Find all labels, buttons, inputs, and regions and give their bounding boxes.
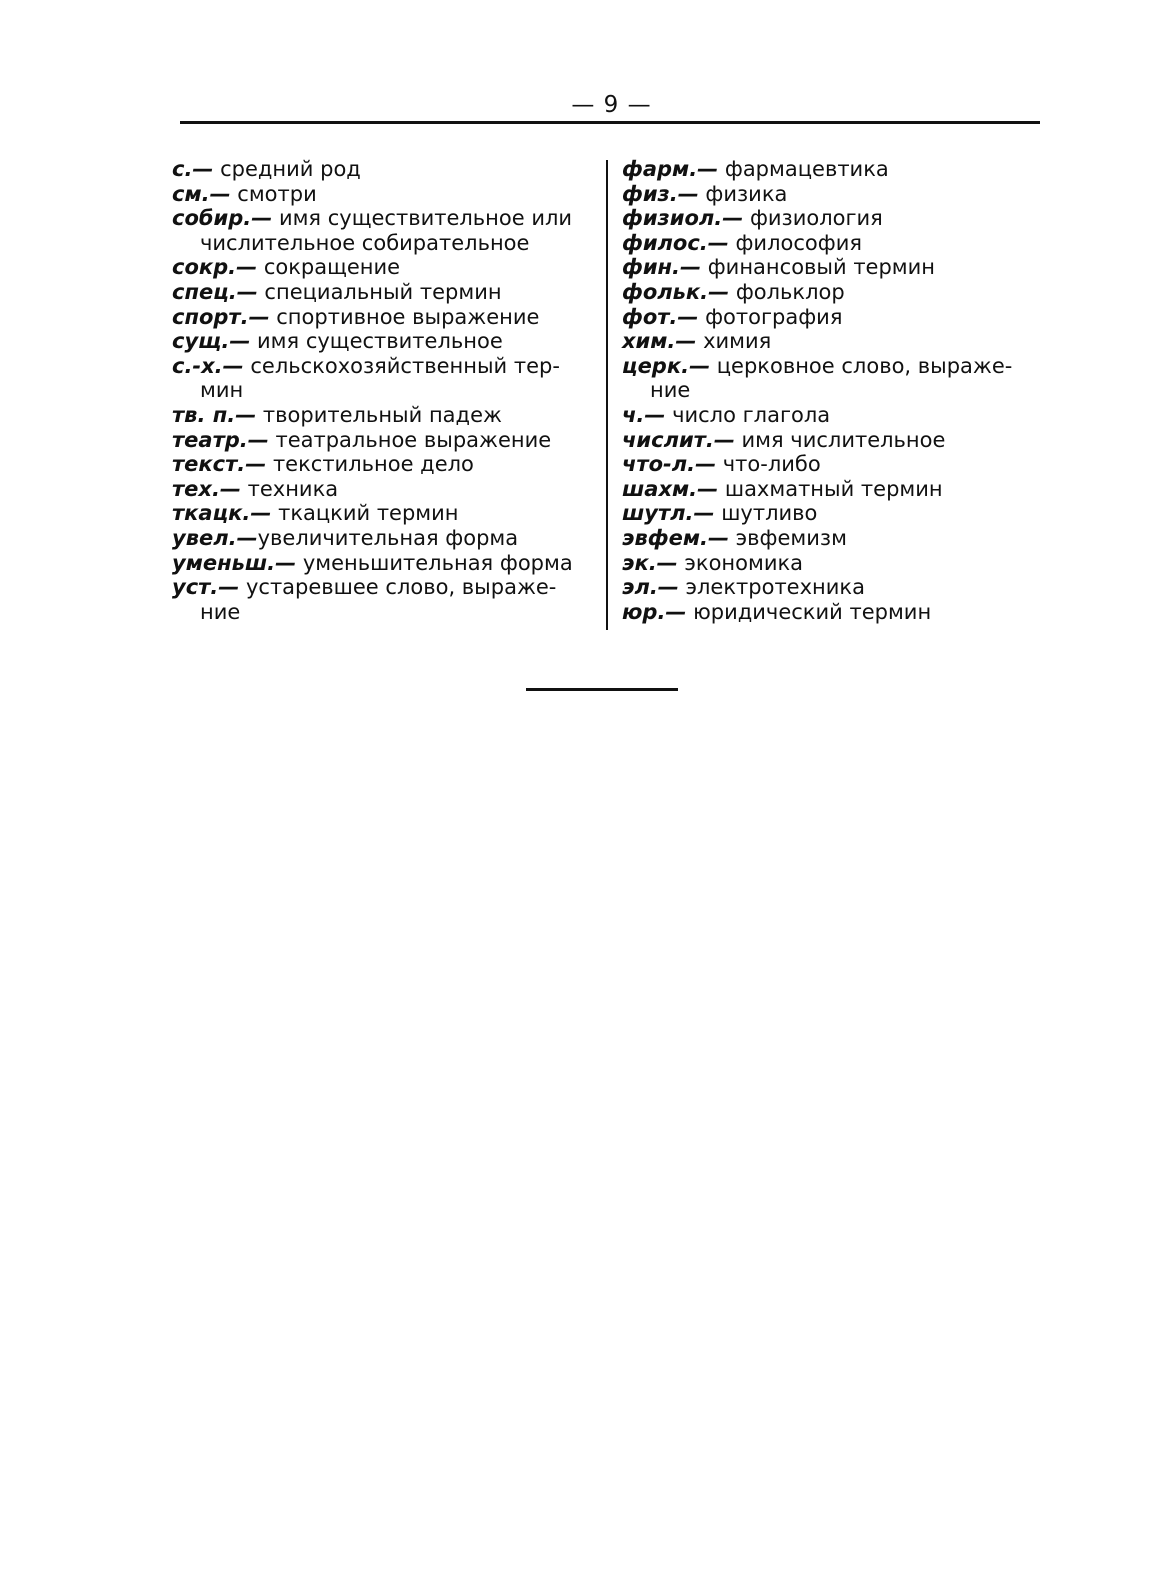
definition: текстильное дело bbox=[266, 452, 474, 477]
list-item bbox=[622, 182, 1047, 207]
abbreviation: фин.— bbox=[622, 255, 702, 280]
abbreviation: см.— bbox=[172, 181, 231, 206]
list-item bbox=[172, 280, 590, 305]
list-item bbox=[172, 305, 590, 330]
list-item bbox=[172, 575, 590, 624]
definition: смотри bbox=[230, 181, 317, 206]
definition: спортивное выражение bbox=[269, 304, 540, 329]
abbreviation: театр.— bbox=[172, 427, 269, 452]
list-item bbox=[622, 231, 1047, 256]
definition: философия bbox=[728, 230, 862, 255]
abbreviation: церк.— bbox=[622, 353, 711, 378]
abbreviation-list-left bbox=[172, 157, 590, 624]
abbreviation: фольк.— bbox=[622, 279, 730, 304]
definition: юридический термин bbox=[686, 599, 932, 624]
abbreviation-list-right bbox=[622, 157, 1047, 624]
list-item bbox=[622, 600, 1047, 625]
abbreviation: с.— bbox=[172, 157, 214, 181]
list-item bbox=[172, 526, 590, 551]
list-item bbox=[622, 501, 1047, 526]
definition: увеличительная форма bbox=[257, 525, 519, 550]
abbreviation: сущ.— bbox=[172, 329, 251, 354]
page-number: — 9 — bbox=[571, 92, 652, 118]
abbreviation: тех.— bbox=[172, 476, 241, 501]
definition-continuation: мин bbox=[200, 378, 244, 403]
abbreviation: фот.— bbox=[622, 304, 699, 329]
definition: специальный термин bbox=[257, 279, 502, 304]
definition-continuation: ние bbox=[650, 378, 691, 403]
abbreviation: фарм.— bbox=[622, 157, 719, 181]
list-item bbox=[622, 551, 1047, 576]
abbreviation: уст.— bbox=[172, 575, 240, 600]
list-item bbox=[172, 452, 590, 477]
list-item bbox=[622, 280, 1047, 305]
abbreviation: юр.— bbox=[622, 599, 687, 624]
list-item bbox=[172, 206, 590, 255]
section-end-rule bbox=[526, 688, 678, 691]
list-item bbox=[622, 157, 1047, 182]
list-item bbox=[172, 477, 590, 502]
list-item bbox=[172, 255, 590, 280]
list-item bbox=[622, 575, 1047, 600]
list-item bbox=[622, 329, 1047, 354]
list-item bbox=[622, 206, 1047, 231]
definition: фотография bbox=[698, 304, 843, 329]
abbreviation: уменьш.— bbox=[172, 550, 297, 575]
header-rule bbox=[180, 121, 1040, 124]
definition: фармацевтика bbox=[718, 157, 889, 181]
definition: экономика bbox=[677, 550, 804, 575]
definition: сокращение bbox=[257, 255, 401, 280]
definition: электротехника bbox=[678, 575, 865, 600]
list-item bbox=[172, 501, 590, 526]
abbreviation: сокр.— bbox=[172, 255, 258, 280]
abbreviation: хим.— bbox=[622, 329, 697, 354]
definition: шахматный термин bbox=[718, 476, 943, 501]
abbreviation: числит.— bbox=[622, 427, 735, 452]
definition-continuation: числительное собирательное bbox=[200, 230, 530, 255]
list-item bbox=[172, 157, 590, 182]
abbreviation: собир.— bbox=[172, 206, 273, 231]
abbreviation: ч.— bbox=[622, 402, 666, 427]
definition: творительный падеж bbox=[256, 402, 502, 427]
definition: техника bbox=[240, 476, 339, 501]
list-item bbox=[172, 354, 590, 403]
abbreviation: физиол.— bbox=[622, 206, 744, 231]
definition: имя существительное bbox=[250, 329, 503, 354]
abbreviation: тв. п.— bbox=[172, 402, 257, 427]
abbreviation: увел.— bbox=[172, 525, 258, 550]
definition-continuation: ние bbox=[200, 599, 241, 624]
definition: что-либо bbox=[716, 452, 821, 477]
abbreviation: физ.— bbox=[622, 181, 699, 206]
abbreviation: шахм.— bbox=[622, 476, 719, 501]
abbreviation: текст.— bbox=[172, 452, 267, 477]
definition: финансовый термин bbox=[701, 255, 936, 280]
definition: имя числительное bbox=[734, 427, 946, 452]
column-divider bbox=[606, 160, 608, 630]
list-item bbox=[172, 403, 590, 428]
abbreviation: эвфем.— bbox=[622, 525, 729, 550]
definition: имя существительное или bbox=[272, 206, 573, 231]
abbreviation: эл.— bbox=[622, 575, 679, 600]
definition: физиология bbox=[743, 206, 883, 231]
definition: устаревшее слово, выраже- bbox=[239, 575, 557, 600]
definition: средний род bbox=[213, 157, 361, 181]
definition: фольклор bbox=[729, 279, 845, 304]
definition: химия bbox=[696, 329, 772, 354]
definition: театральное выражение bbox=[268, 427, 552, 452]
list-item bbox=[172, 428, 590, 453]
list-item bbox=[622, 305, 1047, 330]
definition: ткацкий термин bbox=[271, 501, 459, 526]
abbreviation: спец.— bbox=[172, 279, 258, 304]
definition: церковное слово, выраже- bbox=[710, 353, 1013, 378]
abbreviation: что-л.— bbox=[622, 452, 717, 477]
abbreviation: филос.— bbox=[622, 230, 729, 255]
list-item bbox=[622, 477, 1047, 502]
definition: число глагола bbox=[665, 402, 831, 427]
abbreviation: эк.— bbox=[622, 550, 678, 575]
definition: уменьшительная форма bbox=[296, 550, 573, 575]
list-item bbox=[172, 551, 590, 576]
definition: сельскохозяйственный тер- bbox=[243, 353, 560, 378]
abbreviation: спорт.— bbox=[172, 304, 270, 329]
abbreviation: шутл.— bbox=[622, 501, 715, 526]
list-item bbox=[622, 428, 1047, 453]
list-item bbox=[172, 182, 590, 207]
list-item bbox=[622, 452, 1047, 477]
list-item bbox=[622, 526, 1047, 551]
definition: физика bbox=[698, 181, 788, 206]
list-item bbox=[622, 403, 1047, 428]
definition: эвфемизм bbox=[728, 525, 847, 550]
list-item bbox=[622, 354, 1047, 403]
abbreviation: ткацк.— bbox=[172, 501, 272, 526]
list-item bbox=[172, 329, 590, 354]
list-item bbox=[622, 255, 1047, 280]
abbreviation: с.-х.— bbox=[172, 353, 244, 378]
definition: шутливо bbox=[714, 501, 818, 526]
